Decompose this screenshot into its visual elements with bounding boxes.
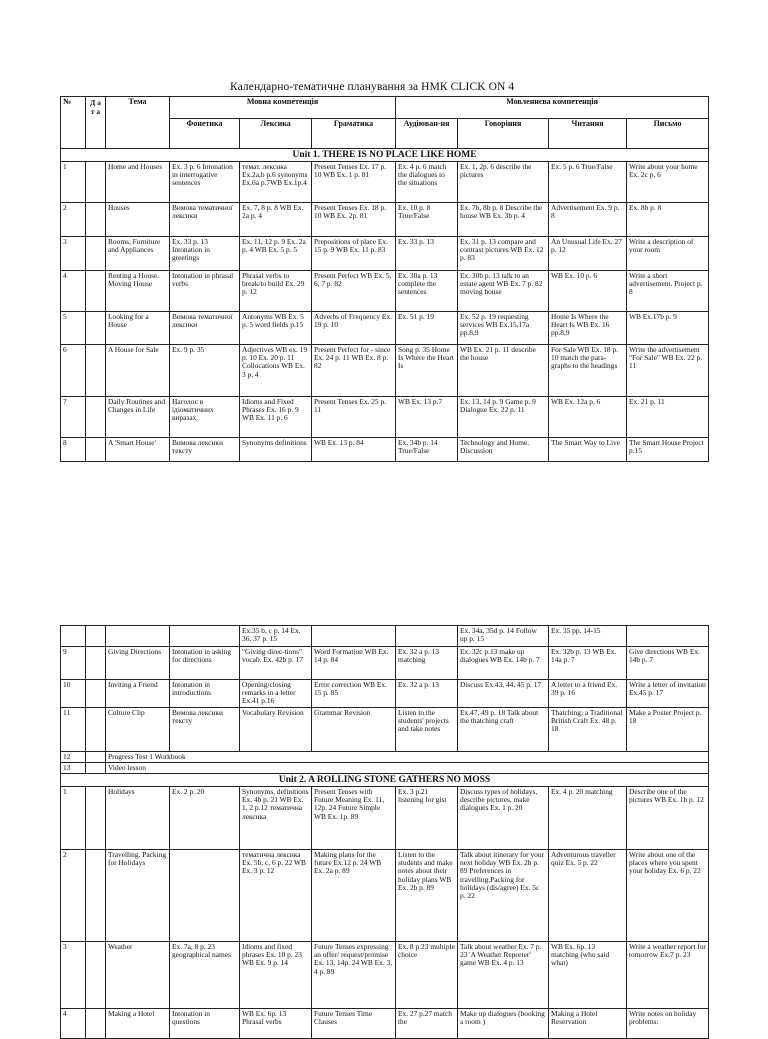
cell-grammar: Error correction WB Ex. 15 p. 85 bbox=[312, 680, 396, 708]
cell-date bbox=[86, 647, 106, 680]
cell-listening: Ex. 8 p.23 multiple choice bbox=[396, 942, 458, 1009]
cell-num: 8 bbox=[61, 438, 86, 462]
table-row bbox=[61, 237, 709, 271]
cell-topic: Inviting a Friend bbox=[106, 680, 170, 708]
cell-lexis: Phrasal verbs to break/to build Ex. 29 p. 12 bbox=[240, 271, 312, 312]
cell-lexis: темат. лексика Ex.2a,b p.6 synonyms Ex.6a p.7WB Ex.1p.4 bbox=[240, 162, 312, 203]
table-row bbox=[61, 647, 709, 680]
cell-topic: Looking for a House bbox=[106, 312, 170, 345]
table-row bbox=[61, 312, 709, 345]
cell-grammar: Prepositions of place Ex. 15 p. 9 WB Ex. 11 p. 83 bbox=[312, 237, 396, 271]
cell-date bbox=[86, 680, 106, 708]
lang-competence-header: Мовна компетенція bbox=[170, 97, 396, 119]
cell-grammar: Future Tenses Time Clauses bbox=[312, 1009, 396, 1039]
page-title: Календарно-тематичне планування за НМК CLICK ON 4 bbox=[230, 81, 515, 93]
cell-lexis: тематична лексика Ex. 5b, c, 6 p. 22 WB Ex. 3 p. 12 bbox=[240, 850, 312, 942]
cell-reading: For Sale WB Ex. 18 p. 10 match the para-graphs to the headings bbox=[549, 345, 627, 397]
cell-writing: Write a short advertisement. Project p. 8 bbox=[627, 271, 709, 312]
cell-topic: A 'Smart House' bbox=[106, 438, 170, 462]
cell-num: 3 bbox=[61, 942, 86, 1009]
cell-writing: Make a Poster Project p. 18 bbox=[627, 707, 709, 751]
cell-num: 9 bbox=[61, 647, 86, 680]
cell-listening: Ex. 32 a p. 13 bbox=[396, 680, 458, 708]
cell-grammar: Present Tenses with Future Meaning Ex. 11, 12p. 24 Future Simple WB Ex. 1p. 89 bbox=[312, 787, 396, 850]
cell-lexis: Synonyms definitions bbox=[240, 438, 312, 462]
cell-num: 3 bbox=[61, 237, 86, 271]
cell-reading: WB Ex. 12a p. 6 bbox=[549, 397, 627, 438]
cell-writing: Write a letter of invitation Ex.45 p. 17 bbox=[627, 680, 709, 708]
cell-reading: Ex. 4 p. 20 matching bbox=[549, 787, 627, 850]
cell-phonetics bbox=[170, 850, 240, 942]
cell-phonetics: Intonation in phrasal verbs bbox=[170, 271, 240, 312]
table-row bbox=[61, 707, 709, 751]
cell-reading: Ex. 32b p. 13 WB Ex. 14a p. 7 bbox=[549, 647, 627, 680]
cell-speaking: Ex. 32c p.13 make up dialogues WB Ex. 14b p. 7 bbox=[458, 647, 549, 680]
col-grammar-header: Граматика bbox=[312, 119, 396, 149]
cell-speaking: Ex. 34a, 35d p. 14 Follow up p. 15 bbox=[458, 626, 549, 647]
cell-writing: WB Ex.17b p. 9 bbox=[627, 312, 709, 345]
cell-topic: Weather bbox=[106, 942, 170, 1009]
col-date-header: Д а т а bbox=[86, 97, 106, 149]
cell-num: 7 bbox=[61, 397, 86, 438]
cell-writing: The Smart House Project p.15 bbox=[627, 438, 709, 462]
cell-speaking: WB Ex. 21 p. 11 describe the house bbox=[458, 345, 549, 397]
cell-reading: Ex. 5 p. 6 True/False bbox=[549, 162, 627, 203]
cell-phonetics: Вимова тематичної лексики bbox=[170, 203, 240, 237]
cell-topic: Travelling. Packing for Holidays bbox=[106, 850, 170, 942]
cell-num: 12 bbox=[61, 751, 86, 762]
cell-num: 4 bbox=[61, 1009, 86, 1039]
cell-listening: WB Ex. 13 p.7 bbox=[396, 397, 458, 438]
speech-competence-header: Мовленнєва компетенція bbox=[396, 97, 709, 119]
cell-reading: Ex. 35 pp. 14-15 bbox=[549, 626, 627, 647]
cell-writing: Write notes on holiday problems: bbox=[627, 1009, 709, 1039]
cell-phonetics: Ex. 9 p. 35 bbox=[170, 345, 240, 397]
cell-phonetics: Intonation in questions bbox=[170, 1009, 240, 1039]
cell-writing: Write about one of the places where you spent your holiday Ex. 6 p. 22 bbox=[627, 850, 709, 942]
table-row bbox=[61, 203, 709, 237]
cell-listening: Ex. 4 p. 6 match the dialogues to the situations bbox=[396, 162, 458, 203]
cell-reading: WB Ex. 6p. 13 matching (who said what) bbox=[549, 942, 627, 1009]
cell-topic: A House for Sale bbox=[106, 345, 170, 397]
col-reading-header: Читання bbox=[549, 119, 627, 149]
cell-lexis: Adjectives WB ex. 19 p. 10 Ex. 20 p. 11 Collocations WB Ex. 3 p. 4 bbox=[240, 345, 312, 397]
cell-topic: Houses bbox=[106, 203, 170, 237]
cell-lexis: Idioms and Fixed Phrases Ex. 16 p. 9 WB Ex. 11 p. 6 bbox=[240, 397, 312, 438]
table-row bbox=[61, 397, 709, 438]
cell-lexis: Synonyms, definitions Ex. 4b p. 21 WB Ex. 1, 2 p.12 тематична лексика bbox=[240, 787, 312, 850]
cell-reading: Thatching: a Traditional British Craft Ex. 48 p. 18 bbox=[549, 707, 627, 751]
cell-phonetics: Ex. 7a, 8 p. 23 geographical names bbox=[170, 942, 240, 1009]
cell-speaking: Discuss types of holidays, describe pictures, make dialogues Ex. 1 p. 20 bbox=[458, 787, 549, 850]
cell-speaking: Make up dialogues (booking a room ) bbox=[458, 1009, 549, 1039]
table-row bbox=[61, 850, 709, 942]
cell-date bbox=[86, 787, 106, 850]
cell-lexis: Ex. 7, 8 p. 8 WB Ex. 2a p. 4 bbox=[240, 203, 312, 237]
cell-writing: Give directions WB Ex. 14b p. 7 bbox=[627, 647, 709, 680]
cell-date bbox=[86, 271, 106, 312]
cell-writing: Describe one of the pictures WB Ex. 1b p. 12 bbox=[627, 787, 709, 850]
cell-num: 13 bbox=[61, 762, 86, 773]
cell-listening: Song p. 35 Home Is Where the Heart Is bbox=[396, 345, 458, 397]
cell-topic: Renting a House. Moving House bbox=[106, 271, 170, 312]
cell-lexis: Opening/closing remarks in a letter Ex.41 p.16 bbox=[240, 680, 312, 708]
cell-phonetics: Ex. 3 p. 6 Intonation in interrogative sentences bbox=[170, 162, 240, 203]
cell-topic: Making a Hotel bbox=[106, 1009, 170, 1039]
cell-reading: Making a Hotel Reservation bbox=[549, 1009, 627, 1039]
cell-reading: Home Is Where the Heart Is WB Ex. 16 pp.8,9 bbox=[549, 312, 627, 345]
col-topic-header: Тема bbox=[106, 97, 170, 149]
cell-listening: Ex. 51 p. 19 bbox=[396, 312, 458, 345]
cell-reading: A letter to a friend Ex. 39 p. 16 bbox=[549, 680, 627, 708]
cell-lexis: Antonyms WB Ex. 5 p. 5 word fields p.15 bbox=[240, 312, 312, 345]
cell-listening: Listen to the students and make notes about their holiday plans WB Ex. 2b p. 89 bbox=[396, 850, 458, 942]
unit-title-row bbox=[61, 774, 709, 787]
cell-writing: Ex. 8b p. 8 bbox=[627, 203, 709, 237]
cell-listening: Ex. 30a p. 13 complete the sentences bbox=[396, 271, 458, 312]
cell-num: 10 bbox=[61, 680, 86, 708]
cell-writing: Write about your home Ex. 2c p. 6 bbox=[627, 162, 709, 203]
cell-date bbox=[86, 762, 106, 773]
cell-num: 1 bbox=[61, 787, 86, 850]
cell-phonetics: Intonation in introductions bbox=[170, 680, 240, 708]
table-row bbox=[61, 751, 709, 762]
cell-topic: Home and Houses bbox=[106, 162, 170, 203]
cell-speaking: Ex. 13, 14 p. 9 Game p. 9 Dialogue Ex. 22 p. 11 bbox=[458, 397, 549, 438]
table-row bbox=[61, 438, 709, 462]
col-listening-header: Аудіюван-ня bbox=[396, 119, 458, 149]
cell-date bbox=[86, 942, 106, 1009]
cell-topic: Rooms, Furniture and Appliances bbox=[106, 237, 170, 271]
cell-num: 2 bbox=[61, 203, 86, 237]
table-row bbox=[61, 787, 709, 850]
cell-speaking: Ex. 52 p. 19 requesting services WB Ex.15,17a pp.8,9 bbox=[458, 312, 549, 345]
cell-speaking: Discuss Ex.43, 44, 45 p. 17 bbox=[458, 680, 549, 708]
cell-date bbox=[86, 397, 106, 438]
cell-full-text: Progress Test 1 Workbook bbox=[106, 751, 709, 762]
cell-full-text: Video lesson bbox=[106, 762, 709, 773]
cell-topic: Daily Routines and Changes in Life bbox=[106, 397, 170, 438]
cell-listening: Ex. 3 p.21 listening for gist bbox=[396, 787, 458, 850]
cell-num: 5 bbox=[61, 312, 86, 345]
col-writing-header: Письмо bbox=[627, 119, 709, 149]
cell-grammar: Word Formation WB Ex. 14 p. 84 bbox=[312, 647, 396, 680]
cell-date bbox=[86, 237, 106, 271]
table-row bbox=[61, 271, 709, 312]
cell-num: 2 bbox=[61, 850, 86, 942]
cell-writing: Write a weather report for tomorrow Ex.7 p. 23 bbox=[627, 942, 709, 1009]
cell-num: 4 bbox=[61, 271, 86, 312]
cell-listening: Listen to the students' projects and take notes bbox=[396, 707, 458, 751]
unit1-title: Unit 1. THERE IS NO PLACE LIKE HOME bbox=[61, 149, 709, 162]
cell-grammar: Adverbs of Frequency Ex. 19 p. 10 bbox=[312, 312, 396, 345]
cell-grammar: Grammar Revision bbox=[312, 707, 396, 751]
cell-date bbox=[86, 203, 106, 237]
cell-date bbox=[86, 850, 106, 942]
cell-topic: Giving Directions bbox=[106, 647, 170, 680]
col-phonetics-header: Фонетика bbox=[170, 119, 240, 149]
col-speaking-header: Говоріння bbox=[458, 119, 549, 149]
table-row bbox=[61, 626, 709, 647]
cell-speaking: Ex. 30b p. 13 talk to an estate agent WB Ex. 7 p. 82 moving house bbox=[458, 271, 549, 312]
cell-topic: Holidays bbox=[106, 787, 170, 850]
cell-reading: An Unusual Life Ex. 27 p. 12 bbox=[549, 237, 627, 271]
col-num-header: № bbox=[61, 97, 86, 149]
cell-writing: Write a description of your room bbox=[627, 237, 709, 271]
cell-phonetics: Наголос в ідіоматичних виразах bbox=[170, 397, 240, 438]
table-row bbox=[61, 762, 709, 773]
unit1-body bbox=[61, 149, 709, 462]
cell-num: 11 bbox=[61, 707, 86, 751]
cell-listening: Ex. 10 p. 8 True/False bbox=[396, 203, 458, 237]
cell-grammar: Present Tenses Ex. 25 p. 11 bbox=[312, 397, 396, 438]
cell-speaking: Talk about weather Ex. 7 p. 23 'A Weather Reporter' game WB Ex. 4 p. 13 bbox=[458, 942, 549, 1009]
col-lexis-header: Лексика bbox=[240, 119, 312, 149]
cell-grammar: Making plans for the future Ex.12 p. 24 WB Ex. 2a p. 89 bbox=[312, 850, 396, 942]
continuation-body bbox=[61, 626, 709, 1039]
cell-date bbox=[86, 438, 106, 462]
cell-date bbox=[86, 312, 106, 345]
cell-grammar: Future Tenses expressing an offer/ request/promise Ex. 13, 14p. 24 WB Ex. 3, 4 p. 89 bbox=[312, 942, 396, 1009]
cell-lexis: Idioms and fixed phrases Ex. 10 p. 23 WB Ex. 9 p. 14 bbox=[240, 942, 312, 1009]
cell-lexis: "Giving direc-tions" vocab. Ex. 42b p. 17 bbox=[240, 647, 312, 680]
cell-lexis: WB Ex. 6p. 13 Phrasal verbs bbox=[240, 1009, 312, 1039]
cell-topic: Culture Clip bbox=[106, 707, 170, 751]
table-row bbox=[61, 345, 709, 397]
cell-reading: Adventurous traveller quiz Ex. 5 p. 22 bbox=[549, 850, 627, 942]
cell-num: 6 bbox=[61, 345, 86, 397]
cell-reading: Advertisement Ex. 9 p. 8 bbox=[549, 203, 627, 237]
plan-table-top bbox=[60, 96, 709, 462]
cell-speaking: Ex.47, 49 p. 18 Talk about the thatching craft bbox=[458, 707, 549, 751]
cell-listening: Ex. 32 a p. 13 matching bbox=[396, 647, 458, 680]
cell-date bbox=[86, 162, 106, 203]
cell-speaking: Ex. 7b, 8b p. 8 Describe the house WB Ex. 3b p. 4 bbox=[458, 203, 549, 237]
table-row bbox=[61, 162, 709, 203]
unit-title: Unit 2. A ROLLING STONE GATHERS NO MOSS bbox=[61, 774, 709, 787]
cell-listening: Ex. 33 p. 13 bbox=[396, 237, 458, 271]
cell-grammar: WB Ex. 13 p. 84 bbox=[312, 438, 396, 462]
cell-listening: Ex. 34b p. 14 True/False bbox=[396, 438, 458, 462]
cell-grammar: Present Tenses Ex. 18 p. 10 WB Ex. 2p. 81 bbox=[312, 203, 396, 237]
cell-writing: Ex. 21 p. 11 bbox=[627, 397, 709, 438]
cell-date bbox=[86, 751, 106, 762]
cell-lexis: Ex.35 b, c p. 14 Ex. 36, 37 p. 15 bbox=[240, 626, 312, 647]
cell-phonetics: Ex. 33 p. 13 Intonation in greetings bbox=[170, 237, 240, 271]
cell-num: 1 bbox=[61, 162, 86, 203]
cell-lexis: Vocabulary Revision bbox=[240, 707, 312, 751]
cell-grammar: Present Perfect WB Ex. 5, 6, 7 p. 82 bbox=[312, 271, 396, 312]
cell-phonetics: Вимова лексики тексту bbox=[170, 707, 240, 751]
plan-table-bottom bbox=[60, 625, 709, 1039]
cell-speaking: Talk about itinerary for your next holiday WB Ex. 2b p. 89 Preferences in travelling.Packing for holidays (dis/agree) Ex. 5c p. 22 bbox=[458, 850, 549, 942]
cell-reading: WB Ex. 10 p. 6 bbox=[549, 271, 627, 312]
cell-phonetics: Вимова лексики тексту bbox=[170, 438, 240, 462]
table-row bbox=[61, 942, 709, 1009]
cell-grammar: Present Tenses Ex. 17 p. 10 WB Ex. 1 p. 81 bbox=[312, 162, 396, 203]
cell-grammar: Present Perfect for - since Ex. 24 p. 11 WB Ex. 8 p. 82 bbox=[312, 345, 396, 397]
cell-writing: Write the advertisement "For Sale" WB Ex. 22 p. 11 bbox=[627, 345, 709, 397]
cell-phonetics: Intonation in asking for directions bbox=[170, 647, 240, 680]
cell-phonetics: Ex. 2 p. 20 bbox=[170, 787, 240, 850]
cell-date bbox=[86, 345, 106, 397]
cell-speaking: Technology and Home. Discussion bbox=[458, 438, 549, 462]
table-row bbox=[61, 680, 709, 708]
cell-speaking: Ex. 31 p. 13 compare and contrast pictures WB Ex. 12 p. 83 bbox=[458, 237, 549, 271]
cell-listening: Ex. 27 p.27 match the bbox=[396, 1009, 458, 1039]
cell-phonetics: Вимова тематичної лексики bbox=[170, 312, 240, 345]
cell-reading: The Smart Way to Live bbox=[549, 438, 627, 462]
cell-date bbox=[86, 707, 106, 751]
cell-lexis: Ex. 11, 12 p. 9 Ex. 2a p. 4 WB Ex. 5 p. 5 bbox=[240, 237, 312, 271]
cell-speaking: Ex. 1, 2p. 6 describe the pictures bbox=[458, 162, 549, 203]
